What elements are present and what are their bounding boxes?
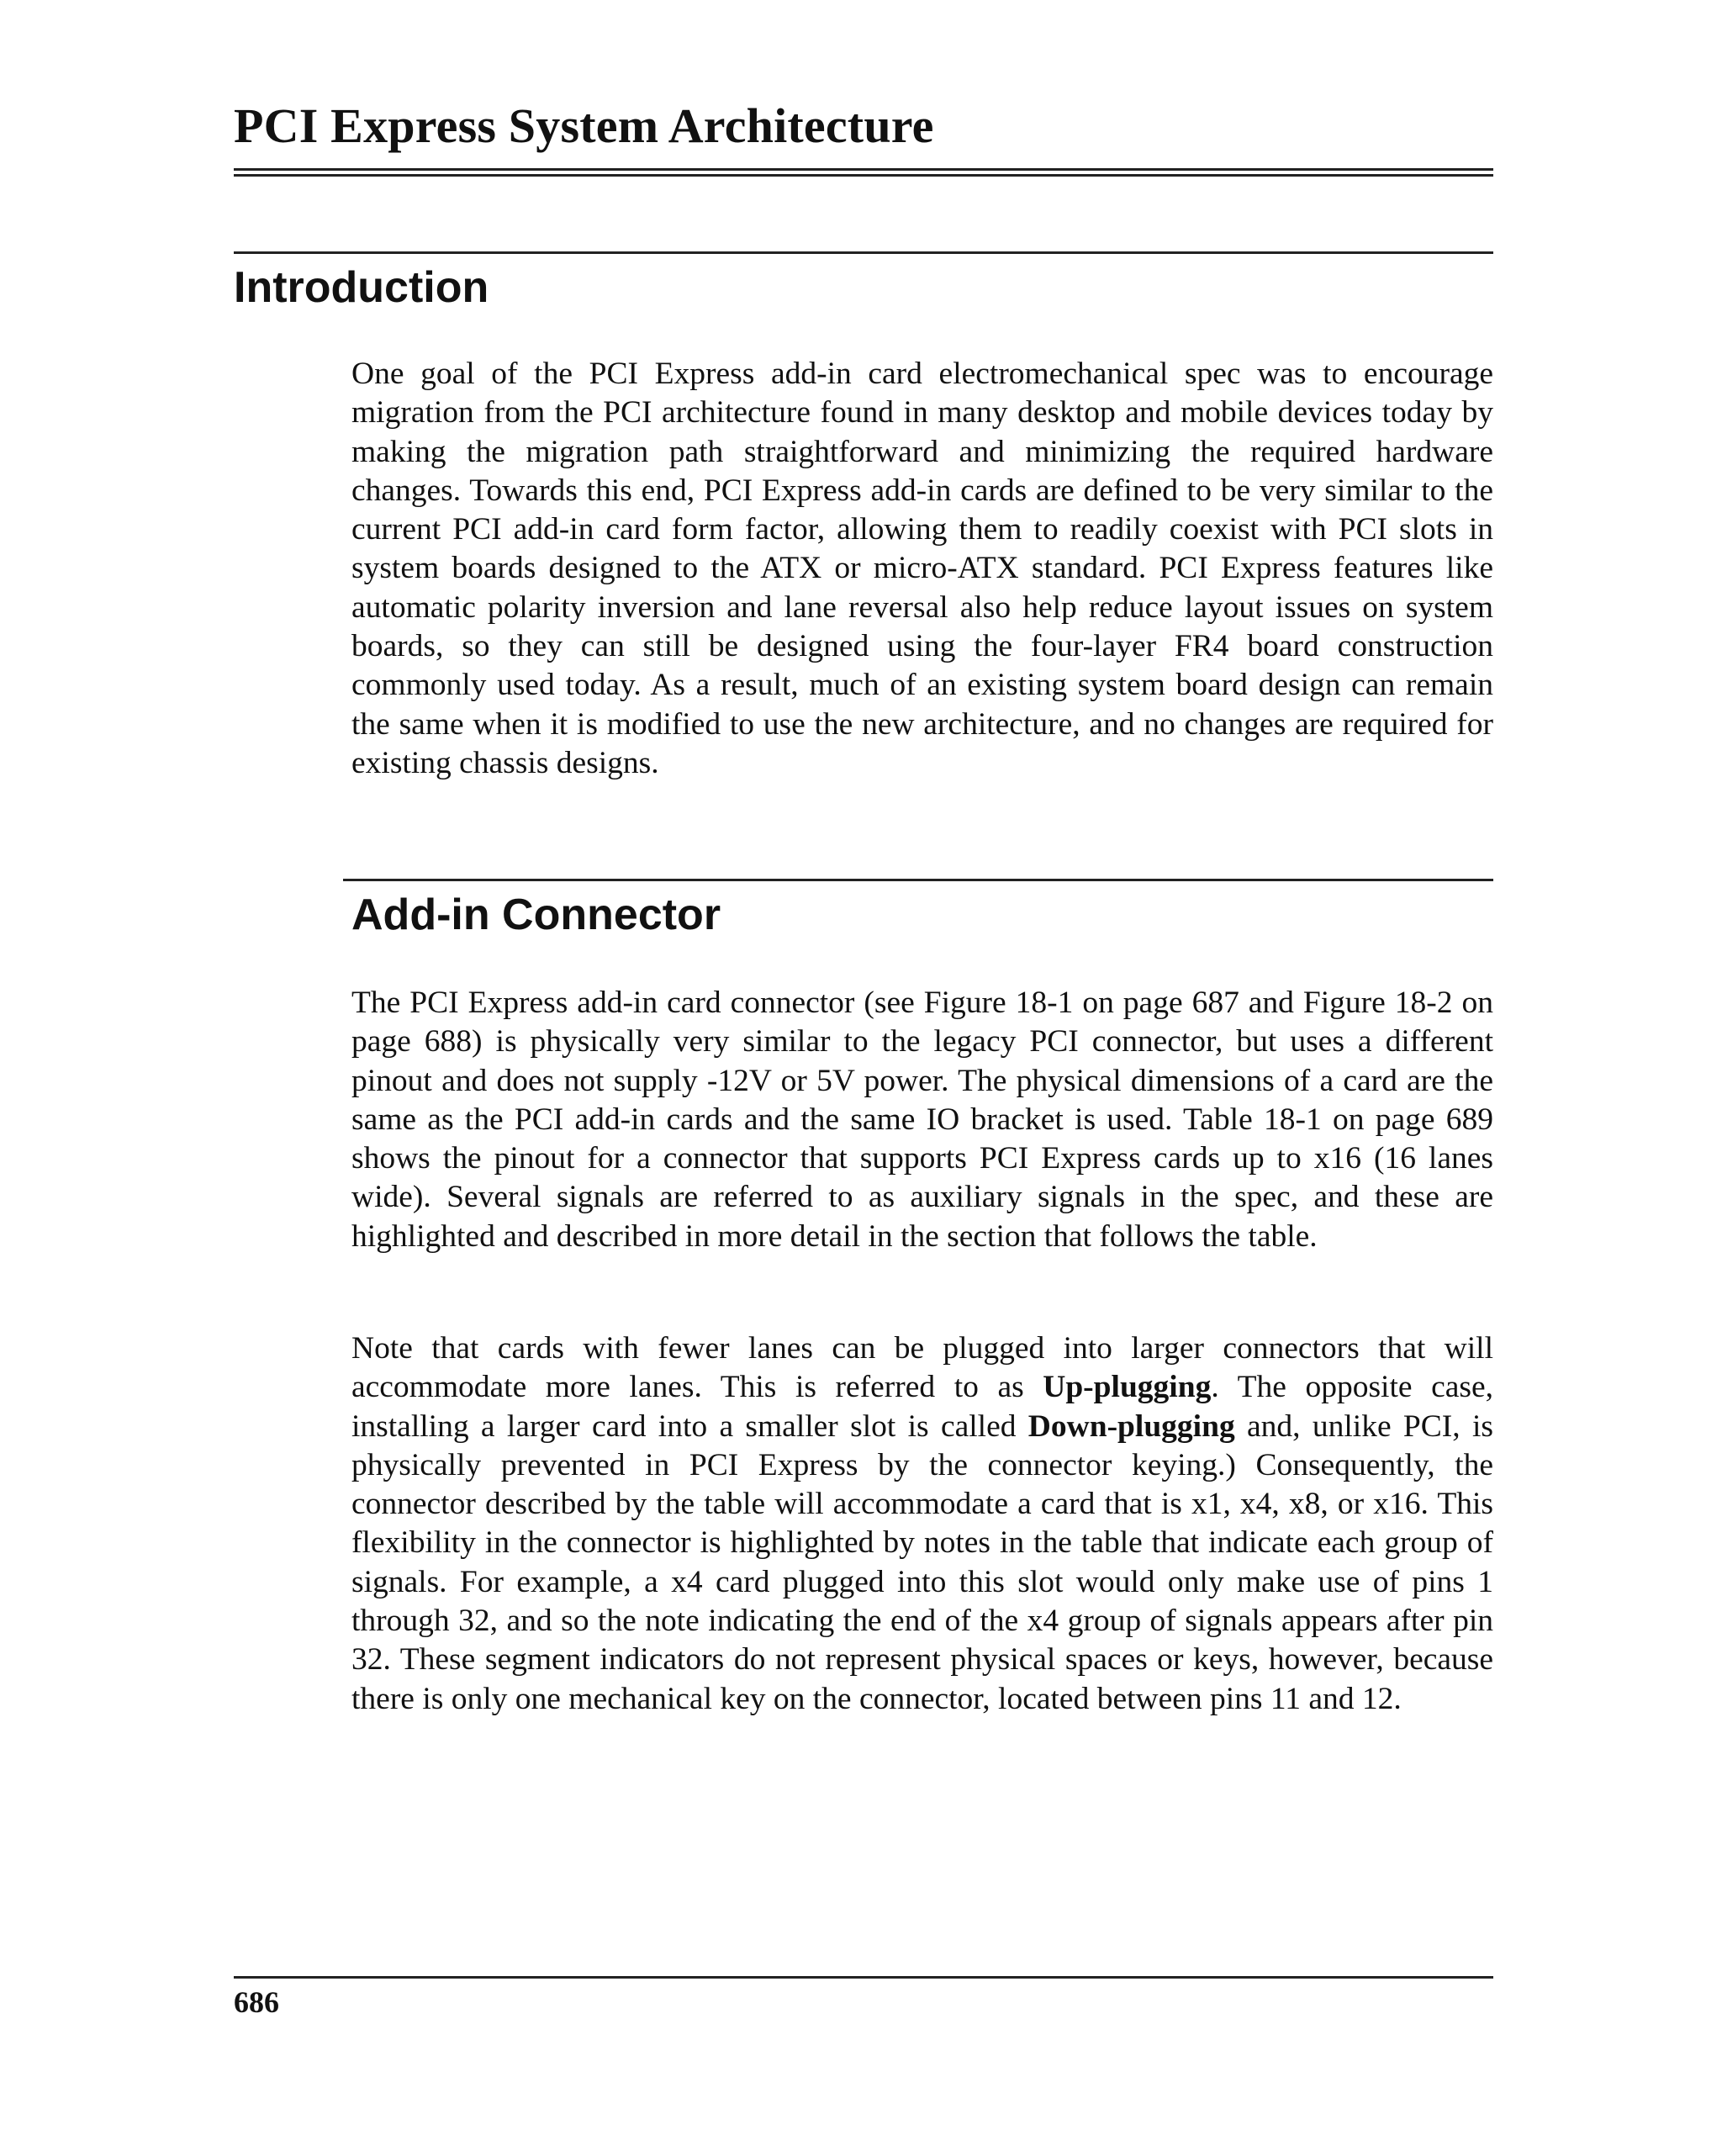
paragraph-plugging [351,1329,1493,1719]
running-head-title: PCI Express System Architecture [234,98,934,153]
section-rule-add-in-connector [343,879,1493,881]
heading-add-in-connector: Add-in Connector [351,890,721,939]
page-number: 686 [234,1985,279,2019]
footer-rule [234,1976,1493,1979]
heading-introduction: Introduction [234,263,489,312]
paragraph-introduction: One goal of the PCI Express add-in card electromechanical spec was to encourage migration from the PCI architecture found in many desktop and mobile devices today by making the migration path straightforward and minimizing the required hardware changes. Towards this end, PCI Express add-in cards are defined to be very similar to the current PCI add-in card form factor, allowing them to readily coexist with PCI slots in system boards designed to the ATX or micro-ATX standard. PCI Express features like automatic polarity inversion and lane reversal also help reduce layout issues on system boards, so they can still be designed using the four-layer FR4 board construction commonly used today. As a result, much of an existing system board design can remain the same when it is modified to use the new architecture, and no changes are required for existing chassis designs. [351,357,1493,780]
plugging-text-3: and, unlike PCI, is physically prevented in PCI Express by the connector keying.) Consequently, the connector described by the table will accommodate a card that is x1, x4, x8, or x16. This flexibility in the connector is highlighted by notes in the table that indicate each group of signals. For example, a x4 card plugged into this slot would only make use of pins 1 through 32, and so the note indicating the end of the x4 group of signals appears after pin 32. These segment indicators do not represent physical spaces or keys, however, because there is only one mechanical key on the connector, located between pins 11 and 12. [351,1408,1493,1716]
paragraph-connector-overview: The PCI Express add-in card connector (see Figure 18-1 on page 687 and Figure 18-2 on page 688) is physically very similar to the legacy PCI connector, but uses a different pinout and does not supply -12V or 5V power. The physical dimensions of a card are the same as the PCI add-in cards and the same IO bracket is used. Table 18-1 on page 689 shows the pinout for a connector that supports PCI Express cards up to x16 (16 lanes wide). Several signals are referred to as auxiliary signals in the spec, and these are highlighted and described in more detail in the section that follows the table. [351,986,1493,1254]
section-rule-introduction [234,251,1493,254]
header-double-rule [234,168,1493,177]
term-down-plugging: Down-plugging [1027,1408,1235,1444]
plugging-text-1: Note that cards with fewer lanes can be plugged into larger connectors that will accommodate more lanes. This is referred to as [351,1331,1493,1405]
plugging-text-2: . The opposite case, installing a larger card into a smaller slot is called [351,1370,1494,1444]
term-up-plugging: Up-plugging [1043,1370,1212,1405]
